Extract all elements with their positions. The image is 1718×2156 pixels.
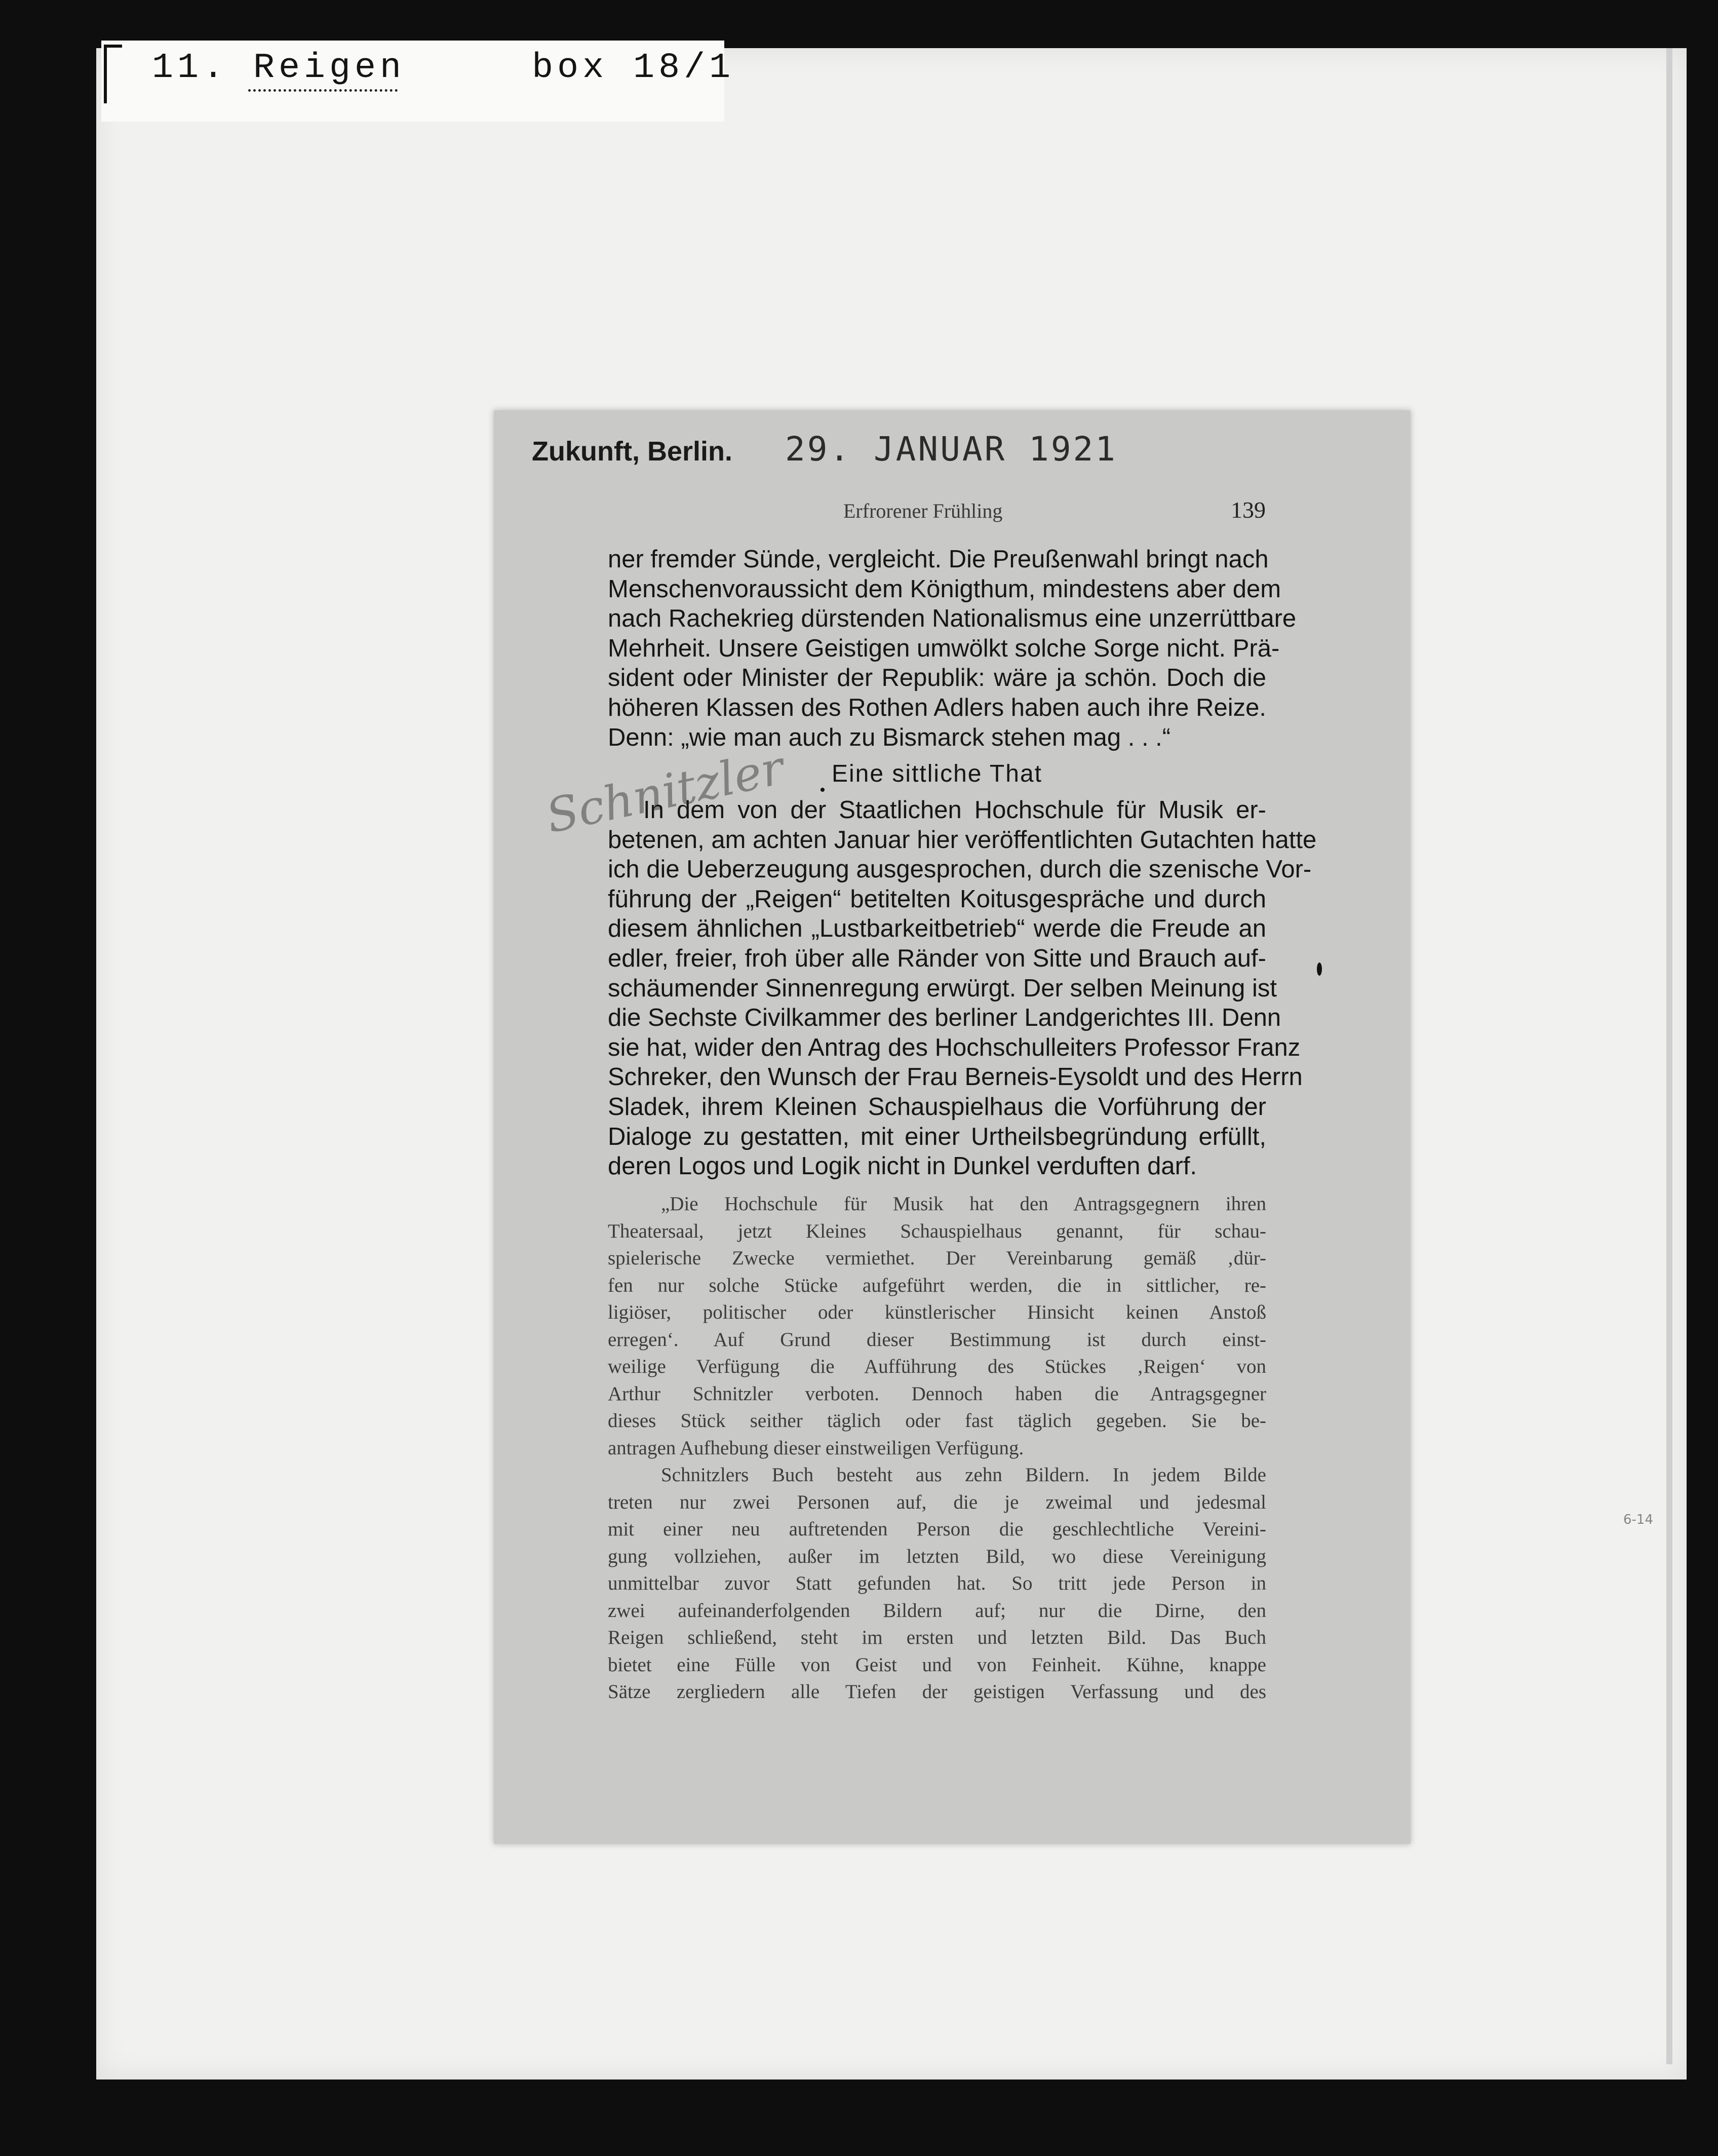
- text-line: führung der „Reigen“ betitelten Koitusgespräche und durch: [608, 885, 1266, 913]
- source-heading: Zukunft, Berlin.: [532, 436, 732, 467]
- court-quotation: [608, 1190, 1266, 1706]
- text-line: Schreker, den Wunsch der Frau Berneis-Eysoldt und des Herrn: [608, 1063, 1303, 1091]
- dust-speck: [821, 788, 825, 792]
- quote-line: Arthur Schnitzler verboten. Dennoch haben die Antragsgegner: [608, 1382, 1266, 1405]
- date-stamp: 29. JANUAR 1921: [785, 430, 1118, 469]
- quote-line: Reigen schließend, steht im ersten und letzten Bild. Das Buch: [608, 1627, 1266, 1648]
- text-line: edler, freier, froh über alle Ränder von Sitte und Brauch auf-: [608, 944, 1266, 972]
- text-line: Menschenvoraussicht dem Königthum, mindestens aber dem: [608, 575, 1281, 603]
- quote-line: Schnitzlers Buch besteht aus zehn Bildern. In jedem Bilde: [661, 1464, 1266, 1486]
- quote-line: antragen Aufhebung dieser einstweiligen Verfügung.: [608, 1437, 1024, 1459]
- quote-line: erregen‘. Auf Grund dieser Bestimmung ist durch einst-: [608, 1328, 1266, 1351]
- text-line: Denn: „wie man auch zu Bismarck stehen mag . . .“: [608, 723, 1171, 751]
- text-line: sie hat, wider den Antrag des Hochschulleiters Professor Franz: [608, 1033, 1301, 1061]
- dust-speck: [1317, 962, 1322, 976]
- quote-line: „Die Hochschule für Musik hat den Antragsgegnern ihren: [661, 1193, 1266, 1215]
- archive-label-text: 11. Reigen box 18/1: [152, 48, 735, 88]
- quote-line: mit einer neu auftretenden Person die geschlechtliche Vereini-: [608, 1518, 1266, 1540]
- margin-pencil-mark: 6-14: [1623, 1512, 1654, 1527]
- running-title: Erfrorener Frühling: [843, 499, 1003, 522]
- quote-line: unmittelbar zuvor Statt gefunden hat. So tritt jede Person in: [608, 1572, 1266, 1594]
- quote-line: Theatersaal, jetzt Kleines Schauspielhaus genannt, für schau-: [608, 1220, 1266, 1242]
- quote-line: ligiöser, politischer oder künstlerischer Hinsicht keinen Anstoß: [608, 1301, 1266, 1323]
- text-line: sident oder Minister der Republik: wäre ja schön. Doch die: [608, 664, 1266, 692]
- text-line: ner fremder Sünde, vergleicht. Die Preußenwahl bringt nach: [608, 546, 1269, 573]
- label-corner-mark: [104, 45, 122, 103]
- label-underline: [248, 86, 398, 92]
- section-title: Eine sittliche That: [832, 760, 1042, 787]
- text-line: betenen, am achten Januar hier veröffentlichten Gutachten hatte: [608, 826, 1317, 854]
- pencil-annotation: Schnitzler: [541, 740, 789, 844]
- quote-line: spielerische Zwecke vermiethet. Der Vereinbarung gemäß ‚dür-: [608, 1247, 1266, 1269]
- quote-line: Sätze zergliedern alle Tiefen der geistigen Verfassung und des: [608, 1681, 1266, 1703]
- text-line: Mehrheit. Unsere Geistigen umwölkt solche Sorge nicht. Prä-: [608, 634, 1280, 662]
- text-line: nach Rachekrieg dürstenden Nationalismus eine unzerrüttbare: [608, 605, 1297, 633]
- text-line: schäumender Sinnenregung erwürgt. Der selben Meinung ist: [608, 974, 1277, 1002]
- newspaper-clipping: [494, 410, 1411, 1844]
- quote-line: fen nur solche Stücke aufgeführt werden, die in sittlicher, re-: [608, 1274, 1266, 1296]
- quote-line: weilige Verfügung die Aufführung des Stückes ‚Reigen‘ von: [608, 1356, 1266, 1377]
- quote-line: zwei aufeinanderfolgenden Bildern auf; nur die Dirne, den: [608, 1599, 1266, 1622]
- text-line: In dem von der Staatlichen Hochschule für Musik er-: [643, 796, 1266, 824]
- page-number: 139: [1231, 497, 1266, 523]
- text-line: deren Logos und Logik nicht in Dunkel verduften darf.: [608, 1152, 1197, 1180]
- quote-line: treten nur zwei Personen auf, die je zweimal und jedesmal: [608, 1491, 1266, 1513]
- quote-line: gung vollziehen, außer im letzten Bild, wo diese Vereinigung: [608, 1545, 1266, 1567]
- quote-line: dieses Stück seither täglich oder fast täglich gegeben. Sie be-: [608, 1410, 1266, 1432]
- text-line: Sladek, ihrem Kleinen Schauspielhaus die Vorführung der: [608, 1093, 1266, 1121]
- card-edge: [1666, 48, 1672, 2064]
- quote-line: bietet eine Fülle von Geist und von Feinheit. Kühne, knappe: [608, 1653, 1266, 1676]
- text-line: die Sechste Civilkammer des berliner Landgerichtes III. Denn: [608, 1004, 1281, 1032]
- opening-paragraph: [608, 545, 1297, 752]
- text-line: höheren Klassen des Rothen Adlers haben auch ihre Reize.: [608, 694, 1266, 721]
- text-line: ich die Ueberzeugung ausgesprochen, durch die szenische Vor-: [608, 856, 1312, 883]
- section-paragraph: [608, 795, 1317, 1181]
- text-line: Dialoge zu gestatten, mit einer Urtheilsbegründung erfüllt,: [608, 1123, 1266, 1150]
- text-line: diesem ähnlichen „Lustbarkeitbetrieb“ werde die Freude an: [608, 915, 1266, 943]
